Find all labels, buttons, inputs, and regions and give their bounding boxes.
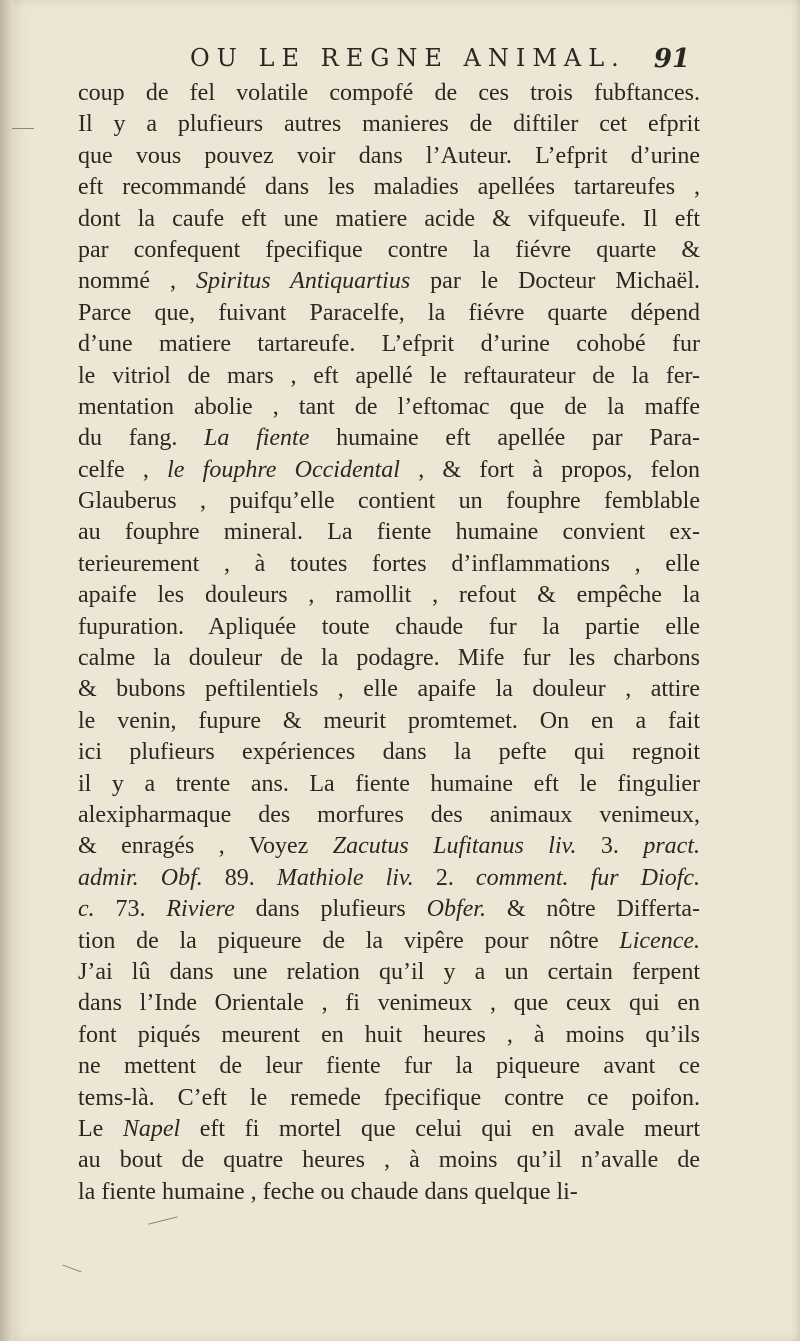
text-line xyxy=(78,926,700,957)
text-line xyxy=(78,298,700,329)
text-line xyxy=(78,769,700,800)
text-segment: ici plufieurs expériences dans la pefte qui regnoit xyxy=(78,739,700,766)
text-line xyxy=(78,329,700,360)
text-line xyxy=(78,204,700,235)
text-line xyxy=(78,361,700,392)
text-segment: que vous pouvez voir dans l’Auteur. L’efprit d’urine xyxy=(78,142,700,169)
italic-text: La fiente xyxy=(204,425,310,452)
text-line xyxy=(78,1051,700,1082)
text-segment: J’ai lû dans une relation qu’il y a un certain ferpent xyxy=(78,958,700,985)
text-segment: au bout de quatre heures , à moins qu’il n’avalle de xyxy=(78,1147,700,1174)
text-line xyxy=(78,1083,700,1114)
text-line xyxy=(78,1177,700,1208)
text-line xyxy=(78,706,700,737)
page-gutter xyxy=(0,0,14,1341)
text-segment: d’une matiere tartareufe. L’efprit d’urine cohobé fur xyxy=(78,331,700,358)
text-segment: dans l’Inde Orientale , fi venimeux , que ceux qui en xyxy=(78,990,700,1017)
margin-mark xyxy=(12,128,34,129)
text-segment: au fouphre mineral. La fiente humaine convient ex- xyxy=(78,519,700,546)
text-line xyxy=(78,486,700,517)
text-segment: humaine eft apellée par Para- xyxy=(309,425,700,452)
text-segment: ne mettent de leur fiente fur la piqueure avant ce xyxy=(78,1053,700,1080)
text-segment: 73. xyxy=(94,896,167,923)
italic-text: comment. fur Diofc. xyxy=(475,864,701,891)
text-segment: par le Docteur Michaël. xyxy=(410,268,700,295)
text-segment: dans plufieurs xyxy=(234,896,427,923)
text-segment: calme la douleur de la podagre. Mife fur les charbons xyxy=(78,645,700,672)
margin-mark xyxy=(62,1265,81,1273)
text-line xyxy=(78,988,700,1019)
text-line xyxy=(78,612,700,643)
text-line xyxy=(78,1114,700,1145)
italic-text: admir. Obf. xyxy=(78,864,203,891)
italic-text: Zacutus Lufitanus liv. xyxy=(332,833,577,860)
text-segment: terieurement , à toutes fortes d’inflammations , elle xyxy=(78,550,700,577)
text-segment: eft fi mortel que celui qui en avale meurt xyxy=(180,1115,701,1142)
text-segment: font piqués meurent en huit heures , à moins qu’ils xyxy=(78,1021,700,1048)
text-segment: & bubons peftilentiels , elle apaife la douleur , attire xyxy=(78,676,700,703)
text-segment: 89. xyxy=(202,864,277,891)
italic-text: Spiritus Antiquartius xyxy=(195,268,411,295)
text-line xyxy=(78,737,700,768)
text-segment: tems-là. C’eft le remede fpecifique contre ce poifon. xyxy=(78,1084,700,1111)
text-segment: fupuration. Apliquée toute chaude fur la partie elle xyxy=(78,613,700,640)
text-segment: le vitriol de mars , eft apellé le reftaurateur de la fer- xyxy=(78,362,700,389)
italic-text: pract. xyxy=(643,833,701,860)
text-segment: il y a trente ans. La fiente humaine eft le fingulier xyxy=(78,770,700,797)
text-line xyxy=(78,549,700,580)
text-segment: nommé , xyxy=(78,268,196,295)
text-segment: , & fort à propos, felon xyxy=(399,456,700,483)
italic-text: Mathiole liv. xyxy=(276,864,414,891)
text-segment: le venin, fupure & meurit promtemet. On en a fait xyxy=(78,707,700,734)
page-number: 91 xyxy=(653,44,690,74)
text-segment: par confequent fpecifique contre la fiévre quarte & xyxy=(78,236,700,263)
text-line xyxy=(78,78,700,109)
running-title: OU LE REGNE ANIMAL. xyxy=(190,44,626,72)
text-segment: celfe , xyxy=(78,456,168,483)
text-segment: mentation abolie , tant de l’eftomac que de la maffe xyxy=(78,393,700,420)
text-line xyxy=(78,423,700,454)
text-line xyxy=(78,235,700,266)
text-line xyxy=(78,141,700,172)
text-line xyxy=(78,109,700,140)
italic-text: Licence. xyxy=(619,927,700,954)
text-line xyxy=(78,455,700,486)
text-segment: & enragés , Voyez xyxy=(78,833,333,860)
text-segment: 2. xyxy=(413,864,476,891)
italic-text: Napel xyxy=(122,1115,181,1142)
text-line xyxy=(78,894,700,925)
text-segment: coup de fel volatile compofé de ces trois fubftances. xyxy=(78,80,700,106)
text-line xyxy=(78,643,700,674)
text-line xyxy=(78,831,700,862)
text-segment: apaife les douleurs , ramollit , refout & empêche la xyxy=(78,582,700,609)
italic-text: Obfer. xyxy=(426,896,486,923)
text-line xyxy=(78,957,700,988)
text-line xyxy=(78,517,700,548)
text-segment: Glauberus , puifqu’elle contient un fouphre femblable xyxy=(78,488,700,515)
body-text xyxy=(78,78,700,1208)
text-line xyxy=(78,863,700,894)
text-segment: Il y a plufieurs autres manieres de diftiler cet efprit xyxy=(78,111,700,138)
text-segment: alexipharmaque des morfures des animaux venimeux, xyxy=(78,801,700,828)
text-line xyxy=(78,1020,700,1051)
text-segment: tion de la piqueure de la vipêre pour nôtre xyxy=(78,927,620,954)
text-segment: la fiente humaine , feche ou chaude dans quelque li- xyxy=(78,1178,578,1205)
text-line xyxy=(78,580,700,611)
italic-text: Riviere xyxy=(166,896,235,923)
margin-mark xyxy=(148,1216,177,1224)
text-segment: du fang. xyxy=(78,425,205,452)
italic-text: le fouphre Occidental xyxy=(167,456,400,483)
text-line xyxy=(78,674,700,705)
text-line xyxy=(78,392,700,423)
text-segment: dont la caufe eft une matiere acide & vifqueufe. Il eft xyxy=(78,205,700,232)
text-line xyxy=(78,266,700,297)
text-segment: Parce que, fuivant Paracelfe, la fiévre quarte dépend xyxy=(78,299,700,326)
text-line xyxy=(78,172,700,203)
italic-text: c. xyxy=(78,896,95,923)
text-line xyxy=(78,800,700,831)
text-segment: eft recommandé dans les maladies apellées tartareufes , xyxy=(78,174,700,201)
text-segment: & nôtre Differta- xyxy=(485,896,700,923)
text-segment: 3. xyxy=(576,833,644,860)
text-segment: Le xyxy=(78,1115,123,1142)
text-line xyxy=(78,1145,700,1176)
